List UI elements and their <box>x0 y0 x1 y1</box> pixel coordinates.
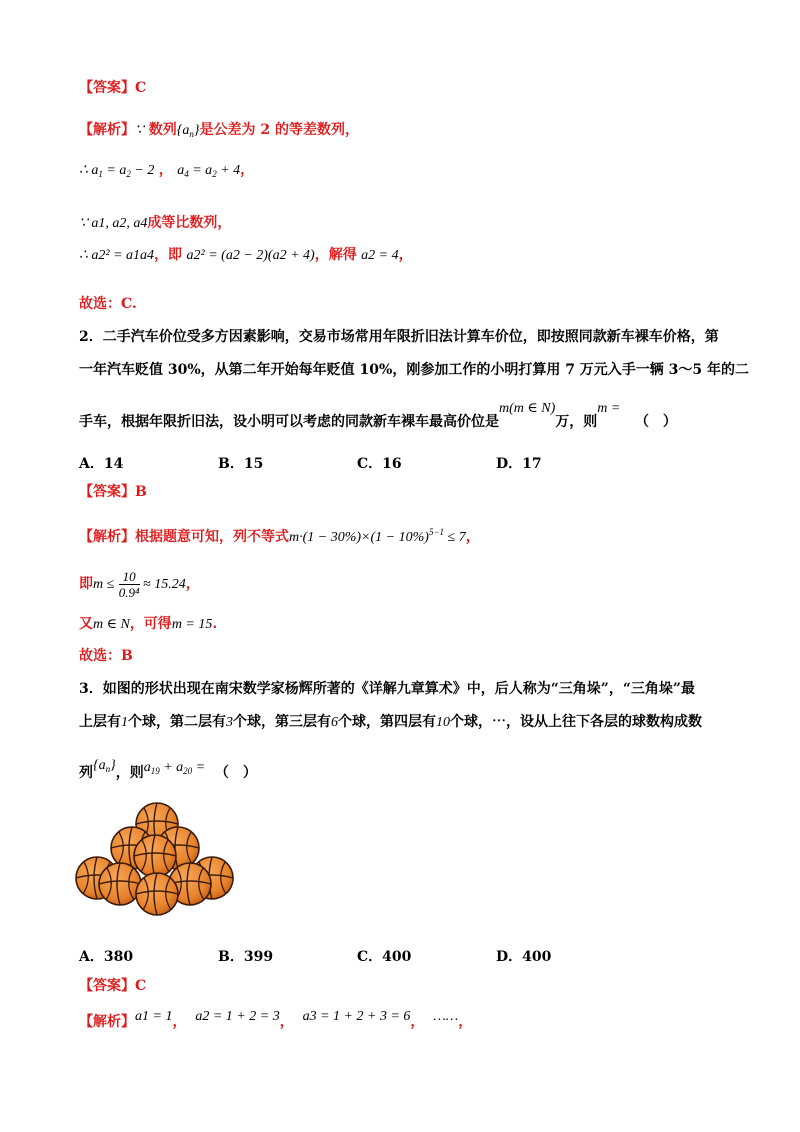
sequence-symbol: $\{a_n\}$ <box>93 758 116 774</box>
q2-option-c: C．16 <box>357 456 402 472</box>
q2-choose: 故选：B <box>79 648 133 664</box>
q1-analysis-line2: ∴ $a_1 = a_2 - 2$ ， $a_4 = a_2 + 4$， <box>79 162 255 179</box>
q2-stem-line3: 手车，根据年限折旧法，设小明可以考虑的同款新车裸车最高价位是m(m ∈ N)万，则m = （ ） <box>79 401 677 430</box>
q3-option-b: B．399 <box>218 949 274 965</box>
q2-option-a: A．14 <box>79 456 124 472</box>
q1-analysis-line3: ∵ a1, a2, a4成等比数列， <box>79 215 232 231</box>
answer-label: 【答案】 <box>79 80 135 96</box>
ball <box>134 835 176 877</box>
q3-option-a: A．380 <box>79 949 134 965</box>
ball <box>136 873 178 915</box>
q2-analysis-line1: 【解析】根据题意可知，列不等式$m\cdot(1 - 30\%)\times(1 - 10\%)^{5-1} \le 7$， <box>79 527 480 545</box>
q2-stem-line2: 一年汽车贬值 30%，从第二年开始每年贬值 10%，刚参加工作的小明打算用 7 万元入手一辆 3～5 年的二 <box>79 362 750 378</box>
q3-option-d: D．400 <box>496 949 552 965</box>
q1-analysis-line1: 【解析】∵ 数列$\{a_n\}$是公差为 2 的等差数列， <box>79 122 360 139</box>
q1-answer-line <box>79 78 146 98</box>
fraction: $\frac{10}{\text{0.9⁴}}$ <box>118 568 140 600</box>
ball <box>99 863 141 905</box>
q3-stem-line3: 列$\{a_n\}$，则$a_{19} + a_{20}$ = （ ） <box>79 758 257 781</box>
sequence-symbol: $\{a_n\}$ <box>176 123 200 139</box>
q1-analysis-line4: ∴ a2² = a1a4，即 a2² = (a2 − 2)(a2 + 4)，解得 a2 = 4， <box>79 247 413 263</box>
analysis-label: 【解析】 <box>79 122 135 138</box>
basketball-pile-image <box>72 800 242 920</box>
q3-analysis-line1: 【解析】a1 = 1， a2 = 1 + 2 = 3， a3 = 1 + 2 + 3 = 6， ……， <box>79 1009 473 1030</box>
q3-stem-line1: 3．如图的形状出现在南宋数学家杨辉所著的《详解九章算术》中，后人称为“三角垛”，“三角垛”最 <box>79 681 695 697</box>
answer-value: C <box>135 80 147 96</box>
q3-option-c: C．400 <box>357 949 412 965</box>
q3-answer-line: 【答案】C <box>79 978 147 994</box>
q2-stem-line1: 2．二手汽车价位受多方因素影响，交易市场常用年限折旧法计算车价位，即按照同款新车裸车价格，第 <box>79 329 719 345</box>
q2-option-b: B．15 <box>218 456 264 472</box>
q2-answer-line: 【答案】B <box>79 484 147 500</box>
q1-choose: 故选：C. <box>79 296 137 312</box>
q2-analysis-line3: 又m ∈ N，可得m = 15. <box>79 616 218 632</box>
q2-option-d: D．17 <box>496 456 542 472</box>
q2-analysis-line2: 即m ≤ $\frac{10}{\text{0.9⁴}}$ ≈ 15.24， <box>79 568 200 600</box>
q3-stem-line2: 上层有1个球，第二层有3个球，第三层有6个球，第四层有10个球，⋯，设从上往下各层的球数构成数 <box>79 714 702 730</box>
